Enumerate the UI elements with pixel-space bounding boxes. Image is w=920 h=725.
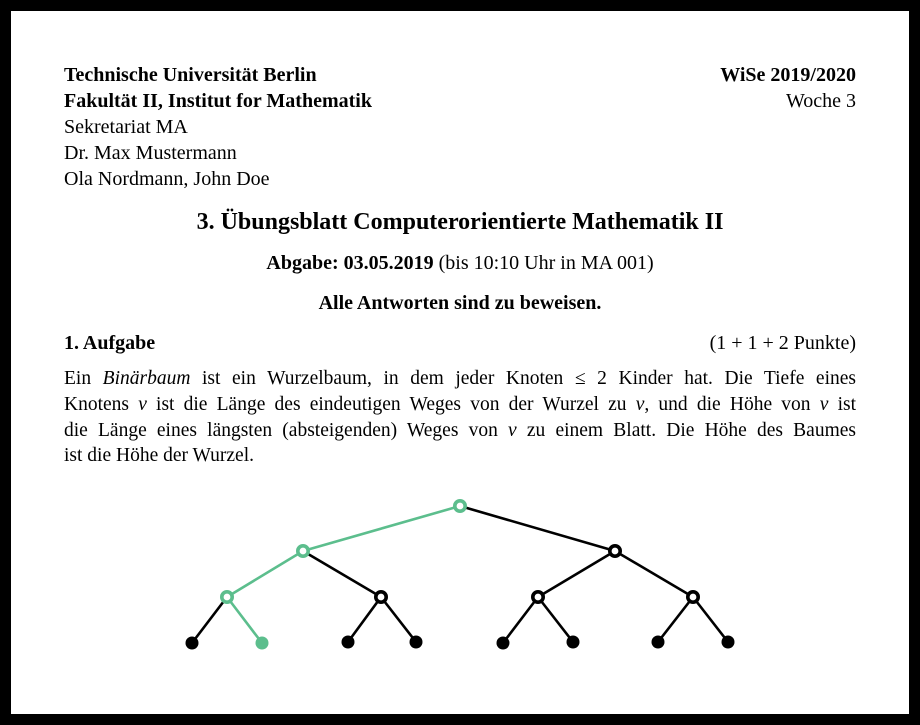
lecturer-name: Dr. Max Mustermann: [64, 142, 237, 164]
tree-edge: [538, 551, 615, 597]
tree-edge: [615, 551, 693, 597]
letterhead-left: [64, 62, 372, 192]
task-body-line: [64, 443, 856, 469]
tree-leaf-node: [186, 637, 199, 650]
text-segment: ist die Länge des eindeutigen Weges von der Wurzel zu: [146, 393, 636, 415]
tree-internal-node: [376, 592, 386, 602]
text-segment-italic: v: [508, 419, 517, 441]
tree-internal-node: [533, 592, 543, 602]
tree-leaf-node: [256, 637, 269, 650]
tree-leaf-node: [410, 636, 423, 649]
task-heading-row: [64, 330, 856, 356]
assistants-line: Ola Nordmann, John Doe: [64, 168, 270, 190]
text-segment: ist: [828, 393, 856, 415]
text-segment: ist ein Wurzelbaum, in dem jeder Knoten ≤ 2 Kinder hat. Die Tiefe eines: [190, 368, 856, 389]
tree-internal-node: [688, 592, 698, 602]
tree-edge: [503, 597, 538, 643]
tree-leaf-node: [652, 636, 665, 649]
text-segment: Ein: [64, 368, 103, 389]
tree-internal-node: [610, 546, 620, 556]
text-segment-italic: v: [819, 393, 829, 415]
due-line: [64, 250, 856, 276]
tree-leaf-node: [722, 636, 735, 649]
semester-label: WiSe 2019/2020: [720, 64, 856, 86]
tree-edge: [348, 597, 381, 642]
tree-edge: [303, 506, 460, 551]
week-label: Woche 3: [785, 90, 856, 112]
text-segment: die Länge eines längsten (absteigenden) Weges von: [64, 419, 509, 441]
text-segment-italic: v: [635, 393, 645, 415]
task-heading: 1. Aufgabe: [64, 332, 156, 354]
task-body: [64, 366, 856, 469]
task-body-line: [64, 392, 856, 418]
task-body-line: [64, 418, 856, 444]
tree-edge: [460, 506, 615, 551]
due-details: (bis 10:10 Uhr in MA 001): [433, 252, 654, 274]
text-segment: , und die Höhe von: [644, 393, 820, 415]
letterhead: [64, 62, 856, 192]
tree-edge: [303, 551, 381, 597]
tree-edge: [381, 597, 416, 642]
office-line: Sekretariat MA: [64, 116, 188, 138]
tree-internal-node: [222, 592, 232, 602]
letterhead-right: [720, 62, 856, 192]
tree-edge: [538, 597, 573, 642]
task-body-line: [64, 366, 856, 392]
tree-leaf-node: [497, 637, 510, 650]
tree-leaf-node: [567, 636, 580, 649]
task-points: (1 + 1 + 2 Punkte): [709, 332, 856, 354]
tree-edge: [192, 597, 227, 643]
tree-edge: [658, 597, 693, 642]
due-date: Abgabe: 03.05.2019: [266, 252, 434, 274]
tree-edge: [693, 597, 728, 642]
tree-internal-node: [455, 501, 465, 511]
tree-leaf-node: [342, 636, 355, 649]
sheet-title: 3. Übungsblatt Computerorientierte Mathematik II: [196, 209, 724, 235]
text-segment-italic: v: [138, 393, 147, 415]
tree-internal-node: [298, 546, 308, 556]
institution-name: Technische Universität Berlin: [64, 64, 317, 86]
proof-notice: Alle Antworten sind zu beweisen.: [318, 292, 602, 314]
page-content: [64, 62, 856, 469]
text-segment: zu einem Blatt. Die Höhe des Baumes: [516, 419, 856, 441]
text-segment-italic: Binärbaum: [102, 368, 191, 389]
tree-edge: [227, 551, 303, 597]
text-segment: ist die Höhe der Wurzel.: [64, 445, 255, 467]
tree-edge: [227, 597, 262, 643]
department-name: Fakultät II, Institut for Mathematik: [64, 90, 372, 112]
text-segment: Knotens: [64, 393, 139, 415]
